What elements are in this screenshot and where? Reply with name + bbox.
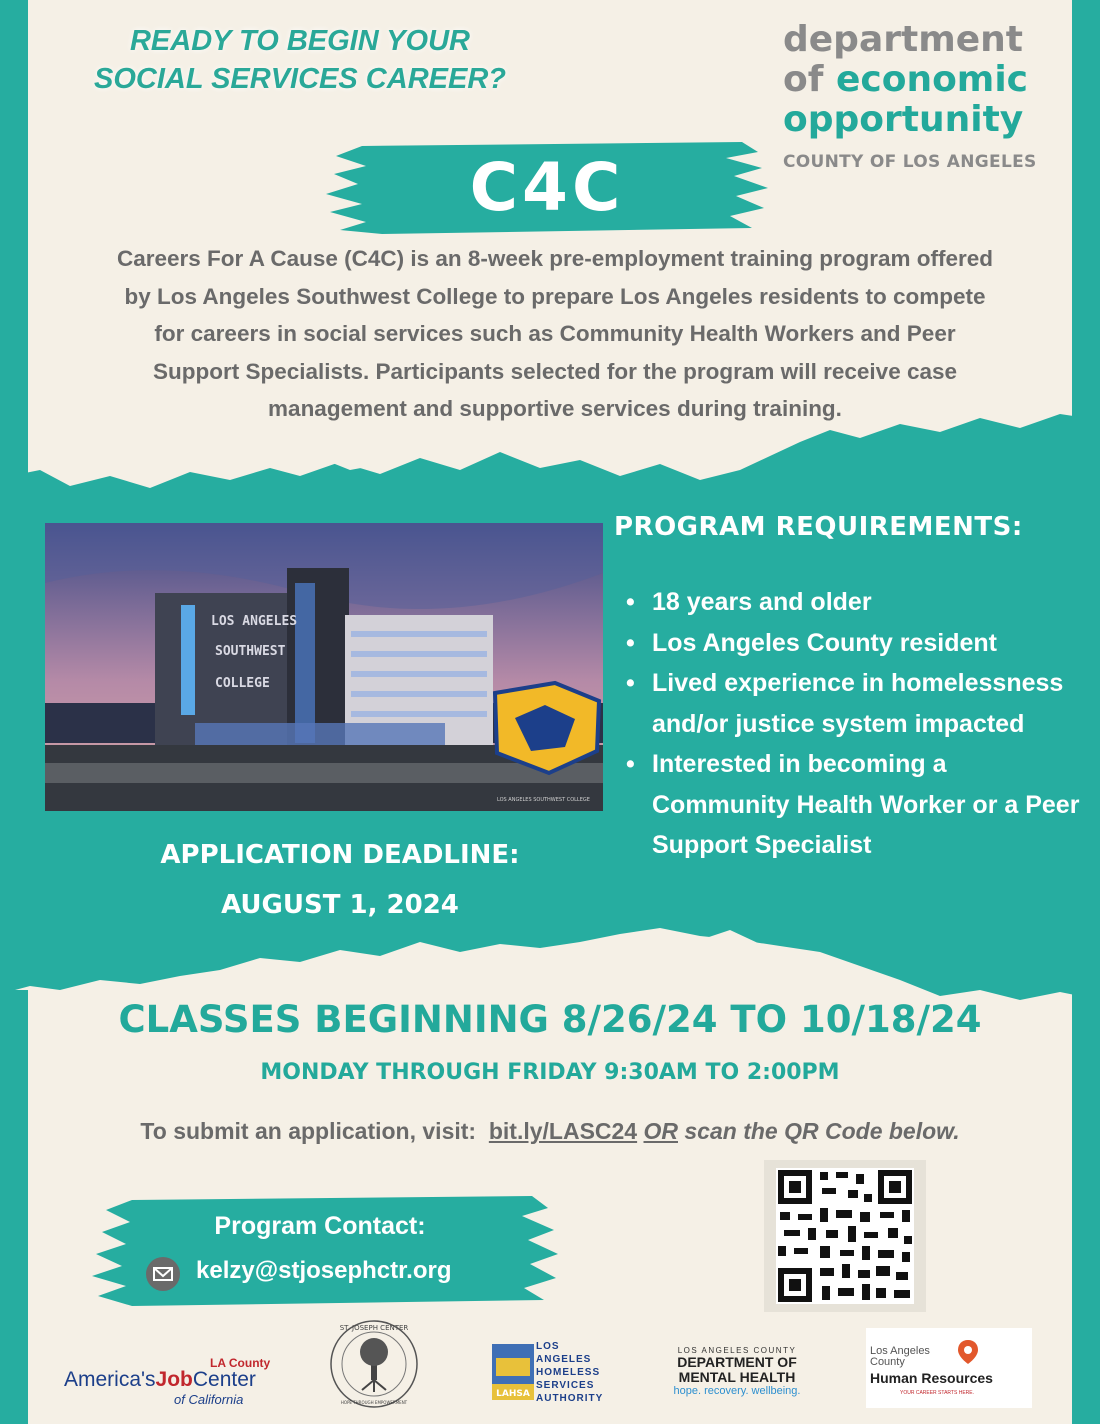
- lahsa-logo: [492, 1340, 610, 1404]
- headline: [60, 22, 540, 98]
- ajc-subtitle: of California: [174, 1392, 244, 1407]
- college-photo: [45, 523, 603, 811]
- requirement-item: • 18 years and older: [622, 582, 1082, 623]
- contact-title: Program Contact:: [214, 1212, 426, 1240]
- headline-line1: READY TO BEGIN YOUR: [129, 25, 470, 57]
- location-pin-icon: [958, 1340, 978, 1364]
- deadline-label: APPLICATION DEADLINE:: [160, 840, 520, 870]
- requirements-list: [622, 582, 1082, 866]
- deo-logo: [783, 20, 1063, 172]
- ajc-name-c: Center: [192, 1368, 256, 1391]
- st-joseph-center-logo: [328, 1318, 420, 1410]
- mail-icon: [146, 1257, 180, 1291]
- classes-headline: CLASSES BEGINNING 8/26/24 TO 10/18/24: [118, 998, 982, 1041]
- submit-or: OR: [643, 1118, 678, 1144]
- qr-code-icon[interactable]: [764, 1160, 926, 1312]
- ajc-name-a: America's: [64, 1368, 156, 1391]
- lahsa-text: [536, 1340, 610, 1405]
- requirement-item: • Interested in becoming a Community Health Worker or a Peer Support Specialist: [622, 744, 1082, 866]
- dmh-line3: MENTAL HEALTH: [678, 1369, 796, 1385]
- requirement-item: • Lived experience in homelessness and/or justice system impacted: [622, 663, 1082, 744]
- sjc-tagline: HOPE THROUGH EMPOWERMENT: [340, 1400, 408, 1405]
- deo-logo-line2: [783, 60, 1063, 100]
- deo-logo-line3: opportunity: [783, 99, 1024, 140]
- program-intro: Careers For A Cause (C4C) is an 8-week pre-employment training program offered by Los Angeles Southwest College to prepare Los Angeles residents to compete for careers in social services such as Community Health Workers and Peer Support Specialists. Participants selected for the program will receive case management and supportive services during training.: [116, 246, 994, 421]
- lahsa-line3: SERVICES: [536, 1380, 595, 1391]
- lahsa-emblem-icon: [492, 1344, 534, 1400]
- submit-instructions: [0, 1118, 1100, 1145]
- deo-logo-economic: economic: [835, 59, 1028, 100]
- contact-email[interactable]: kelzy@stjosephctr.org: [196, 1257, 452, 1284]
- hr-line1: Los Angeles: [870, 1345, 930, 1357]
- hr-tagline: YOUR CAREER STARTS HERE.: [900, 1390, 974, 1396]
- hr-line3: Human Resources: [870, 1370, 993, 1386]
- ajc-name: [64, 1368, 256, 1392]
- lahsa-line2: HOMELESS: [536, 1367, 601, 1378]
- badge-caption: LOS ANGELES SOUTHWEST COLLEGE: [497, 797, 590, 803]
- americas-job-center-logo: [64, 1356, 284, 1406]
- submit-suffix: scan the QR Code below.: [684, 1118, 960, 1144]
- dmh-line2: DEPARTMENT OF: [677, 1354, 797, 1370]
- requirement-item: • Los Angeles County resident: [622, 623, 1082, 664]
- ajc-name-b: Job: [155, 1368, 193, 1391]
- building-sign-line3: COLLEGE: [215, 676, 270, 691]
- dmh-line1: LOS ANGELES COUNTY: [677, 1346, 797, 1355]
- application-deadline: [130, 830, 550, 930]
- sjc-name: ST. JOSEPH CENTER: [339, 1324, 409, 1332]
- requirements-title: PROGRAM REQUIREMENTS:: [614, 512, 1023, 542]
- submit-prefix: To submit an application, visit:: [140, 1118, 477, 1144]
- deo-logo-county: COUNTY OF LOS ANGELES: [783, 152, 1037, 172]
- application-link[interactable]: bit.ly/LASC24: [488, 1118, 638, 1144]
- ajc-county: LA County: [210, 1356, 271, 1370]
- classes-schedule: MONDAY THROUGH FRIDAY 9:30AM TO 2:00PM: [260, 1060, 840, 1085]
- dmh-tagline: hope. recovery. wellbeing.: [673, 1385, 801, 1397]
- program-acronym: C4C: [469, 149, 625, 226]
- hr-line1-2: [870, 1346, 930, 1368]
- lahsa-abbr: LAHSA: [496, 1389, 530, 1399]
- building-sign-line1: LOS ANGELES: [211, 614, 298, 629]
- building-sign-line2: SOUTHWEST: [215, 644, 286, 659]
- deo-logo-line1: department: [783, 19, 1023, 60]
- deadline-date: AUGUST 1, 2024: [221, 890, 459, 920]
- lahsa-line4: AUTHORITY: [536, 1393, 604, 1404]
- hr-line2: County: [870, 1356, 905, 1368]
- la-county-hr-logo: [866, 1328, 1032, 1408]
- college-building-illustration: [45, 523, 603, 811]
- deo-logo-of: of: [783, 59, 824, 100]
- lahsa-line1: LOS ANGELES: [536, 1341, 592, 1365]
- dmh-logo: [662, 1346, 812, 1406]
- headline-line2: SOCIAL SERVICES CAREER?: [94, 63, 506, 95]
